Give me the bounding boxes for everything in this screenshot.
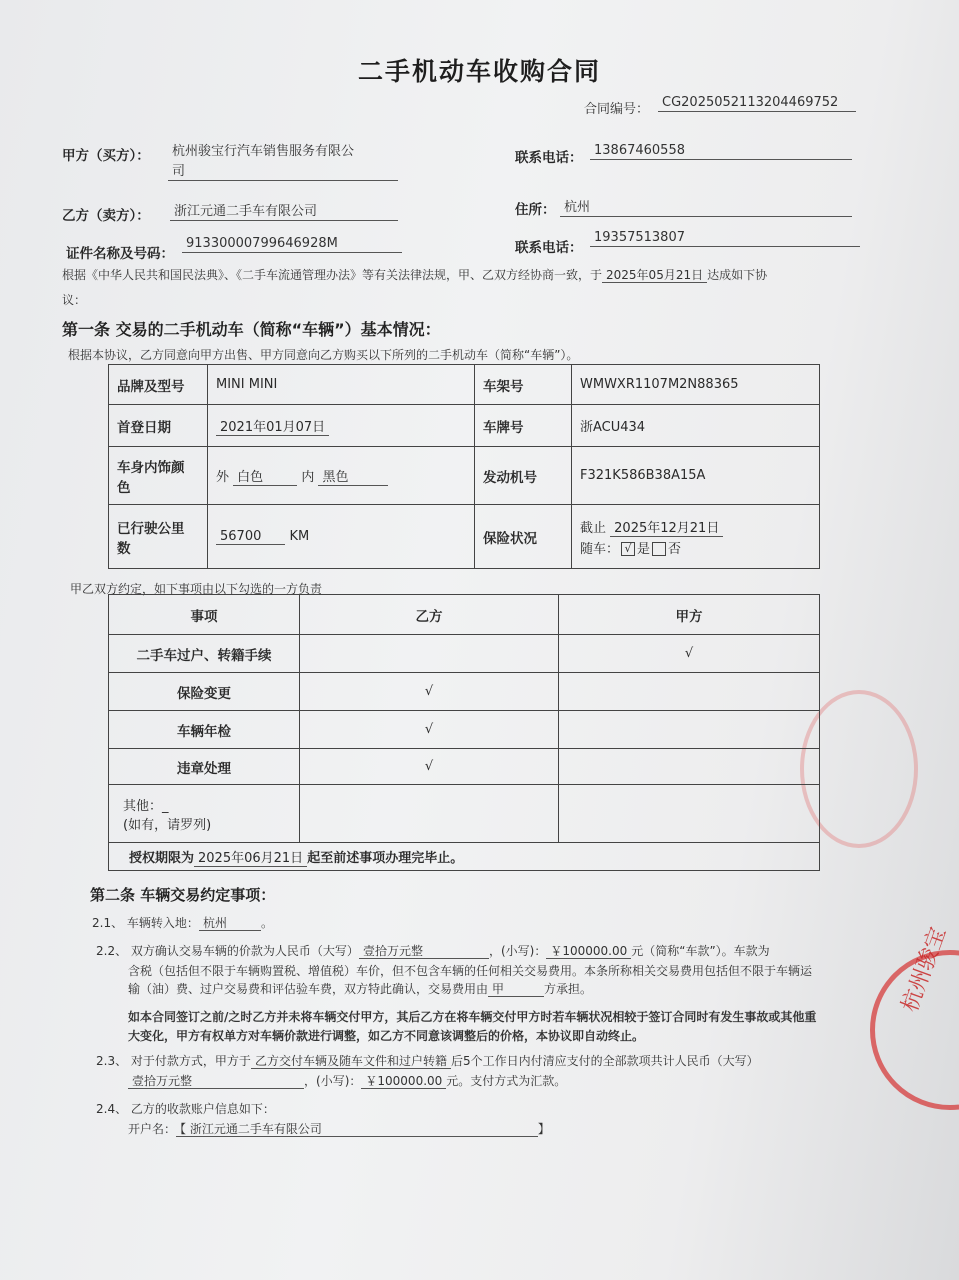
- party-b-address-label: 住所：: [515, 202, 556, 218]
- deadline-label: 授权期限为: [129, 851, 195, 866]
- clause-2-3-a: 对于付款方式，甲方于: [130, 1054, 251, 1068]
- deadline-row: [109, 843, 820, 871]
- resp-other-label: 其他：_: [123, 798, 169, 814]
- fee-payer: 甲: [488, 982, 544, 997]
- party-b-id-label: 证件名称及号码：: [66, 246, 174, 262]
- brand-label: 品牌及型号: [109, 365, 208, 405]
- payee-end: 】: [537, 1122, 550, 1136]
- party-a-phone: 13867460558: [590, 143, 852, 160]
- clause-2-3-b: 后5个工作日内付清应支付的全部款项共计人民币（大写）: [450, 1054, 759, 1068]
- clause-2-4-text: 乙方的收款账户信息如下：: [130, 1102, 275, 1116]
- insurance-label: 保险状况: [475, 505, 572, 569]
- mileage-unit: KM: [289, 529, 310, 544]
- price-lower: ￥100000.00: [546, 944, 631, 959]
- color-label: [109, 447, 208, 505]
- clause-2-1-text: 车辆转入地：: [126, 916, 199, 930]
- clause-2-3-d: 元。支付方式为汇款。: [446, 1074, 567, 1088]
- resp-other-cell: [109, 785, 300, 843]
- plate-label: 车牌号: [475, 405, 572, 447]
- clause-2-1-no: 2.1、: [92, 916, 124, 930]
- preamble-main: 根据《中华人民共和国民法典》、《二手车流通管理办法》等有关法律法规，甲、乙双方经协商一致，于: [62, 268, 603, 282]
- party-a-label: 甲方（买方）：: [62, 148, 150, 164]
- price-upper: 壹拾万元整: [359, 944, 489, 959]
- clause-2-2-bold-line1: 如本合同签订之前/之时乙方并未将车辆交付甲方，其后乙方在将车辆交付甲方时若车辆状况相较于签订合同时有发生事故或其他重: [128, 1010, 817, 1024]
- seal-text: 杭州骏宝: [897, 924, 952, 1016]
- mileage-value: 56700: [216, 529, 285, 545]
- color-label-line1: 车身内饰颜: [117, 459, 185, 476]
- clause-2-3-line1: [96, 1052, 759, 1069]
- party-b-phone: 19357513807: [590, 230, 860, 247]
- resp-b-mark: √: [300, 673, 559, 711]
- contract-title: 二手机动车收购合同: [357, 57, 601, 86]
- clause-2-4-no: 2.4、: [96, 1102, 128, 1116]
- vehicle-info-table: [108, 364, 820, 569]
- preamble-line2: 议：: [62, 293, 87, 307]
- resp-header-a: 甲方: [559, 595, 820, 635]
- payment-upper: 壹拾万元整: [128, 1074, 304, 1089]
- clause-2-2-line3: [128, 980, 592, 997]
- clause-2-2-line3a: 输（油）费、过户交易费和评估验车费，双方特此确认，交易费用由: [128, 982, 489, 996]
- deadline-suffix: 起至前述事项办理完毕止。: [307, 851, 464, 866]
- payment-condition: 乙方交付车辆及随车文件和过户转籍: [251, 1054, 451, 1069]
- party-b-label: 乙方（卖方）：: [62, 208, 150, 224]
- reg-date-value: 2021年01月07日: [216, 420, 329, 436]
- resp-b-mark: √: [300, 711, 559, 749]
- agreement-date: 2025年05月21日: [602, 268, 707, 283]
- contract-no-value: CG2025052113204469752: [658, 95, 856, 112]
- party-b-phone-label: 联系电话：: [515, 240, 583, 256]
- brand-value: MINI MINI: [208, 365, 475, 405]
- resp-header-item: 事项: [109, 595, 300, 635]
- vin-value: WMWXR1107M2N88365: [572, 365, 820, 405]
- clause-2-3-c: ，(小写)：: [304, 1074, 362, 1088]
- resp-item: 保险变更: [109, 673, 300, 711]
- clause-2-4: [96, 1100, 275, 1117]
- resp-other-b: [300, 785, 559, 843]
- ins-until-prefix: 截止: [580, 520, 607, 536]
- ext-prefix: 外: [216, 470, 230, 485]
- clause-2-2-b: ，(小写)：: [488, 944, 547, 958]
- mileage-cell: [208, 505, 475, 569]
- article2-heading: 第二条 车辆交易约定事项：: [90, 886, 276, 904]
- ins-follow-label: 随车：: [580, 541, 620, 557]
- party-b-address: 杭州: [560, 196, 852, 217]
- responsibility-intro: 甲乙双方约定，如下事项由以下勾选的一方负责: [70, 582, 323, 596]
- mileage-label: [109, 505, 208, 569]
- resp-item: 违章处理: [109, 749, 300, 785]
- resp-b-mark: √: [300, 749, 559, 785]
- clause-2-2-line3b: 方承担。: [544, 982, 593, 996]
- color-label-line2: 色: [117, 479, 131, 496]
- clause-2-2-line1: [96, 942, 770, 959]
- party-b-id: 91330000799646928M: [182, 236, 402, 253]
- party-a-name-line1: 杭州骏宝行汽车销售服务有限公: [172, 144, 355, 159]
- article1-intro: 根据本协议，乙方同意向甲方出售、甲方同意向乙方购买以下所列的二手机动车（简称“车辆”）。: [68, 348, 579, 362]
- reg-date-cell: [208, 405, 475, 447]
- resp-item: 二手车过户、转籍手续: [109, 635, 300, 673]
- ext-color: 白色: [233, 470, 297, 486]
- payee-label: 开户名：: [128, 1122, 177, 1136]
- resp-header-b: 乙方: [300, 595, 559, 635]
- payee-name: 【 浙江元通二手车有限公司: [176, 1122, 538, 1137]
- mileage-label-line2: 数: [117, 540, 131, 557]
- resp-a-mark: [559, 711, 820, 749]
- resp-other-hint: (如有，请罗列): [123, 817, 212, 833]
- int-prefix: 内: [301, 470, 315, 485]
- clause-2-2-c: 元（简称“车款”）。车款为: [631, 944, 770, 958]
- preamble-suffix: 达成如下协: [707, 268, 768, 282]
- contract-no-label: 合同编号：: [584, 102, 650, 117]
- plate-value: 浙ACU434: [572, 405, 820, 447]
- mileage-label-line1: 已行驶公里: [117, 520, 185, 537]
- engine-value: F321K586B38A15A: [572, 447, 820, 505]
- vin-label: 车架号: [475, 365, 572, 405]
- clause-2-1: [92, 914, 273, 931]
- resp-a-mark: [559, 749, 820, 785]
- party-a-name-line2: 司: [168, 160, 398, 181]
- clause-2-2-a: 双方确认交易车辆的价款为人民币（大写）: [130, 944, 359, 958]
- clause-2-2-line2: 含税（包括但不限于车辆购置税、增值税）车价，但不包含车辆的任何相关交易费用。本条所称相关交易费用包括但不限于车辆运: [128, 964, 813, 978]
- party-b-name: 浙江元通二手车有限公司: [170, 200, 398, 221]
- color-cell: [208, 447, 475, 505]
- deadline-date: 2025年06月21日: [194, 851, 307, 867]
- resp-b-mark: [300, 635, 559, 673]
- ins-yes-label: 是: [637, 541, 651, 557]
- payee-line: [128, 1120, 550, 1137]
- preamble-text: [62, 266, 767, 283]
- ins-until-date: 2025年12月21日: [610, 521, 723, 537]
- article1-heading: 第一条 交易的二手机动车（简称“车辆”）基本情况：: [62, 320, 441, 339]
- resp-item: 车辆年检: [109, 711, 300, 749]
- clause-2-3-line2: [128, 1072, 566, 1089]
- reg-date-label: 首登日期: [109, 405, 208, 447]
- engine-label: 发动机号: [475, 447, 572, 505]
- responsibility-table: [108, 594, 820, 871]
- int-color: 黑色: [318, 470, 388, 486]
- party-a-phone-label: 联系电话：: [515, 150, 583, 166]
- clause-2-1-value: 杭州: [199, 916, 261, 931]
- ins-yes-checkbox[interactable]: √: [621, 542, 635, 556]
- clause-2-1-end: 。: [260, 916, 273, 930]
- ins-no-checkbox[interactable]: [652, 542, 666, 556]
- clause-2-2-no: 2.2、: [96, 944, 128, 958]
- resp-a-mark: [559, 673, 820, 711]
- ins-no-label: 否: [668, 541, 682, 557]
- clause-2-2-bold-line2: 大变化，甲方有权单方对车辆价款进行调整，如乙方不同意该调整后的价格，本协议即自动终止。: [128, 1029, 645, 1043]
- resp-a-mark: √: [559, 635, 820, 673]
- resp-other-a: [559, 785, 820, 843]
- insurance-cell: [572, 505, 820, 569]
- clause-2-3-no: 2.3、: [96, 1054, 128, 1068]
- payment-lower: ￥100000.00: [361, 1074, 446, 1089]
